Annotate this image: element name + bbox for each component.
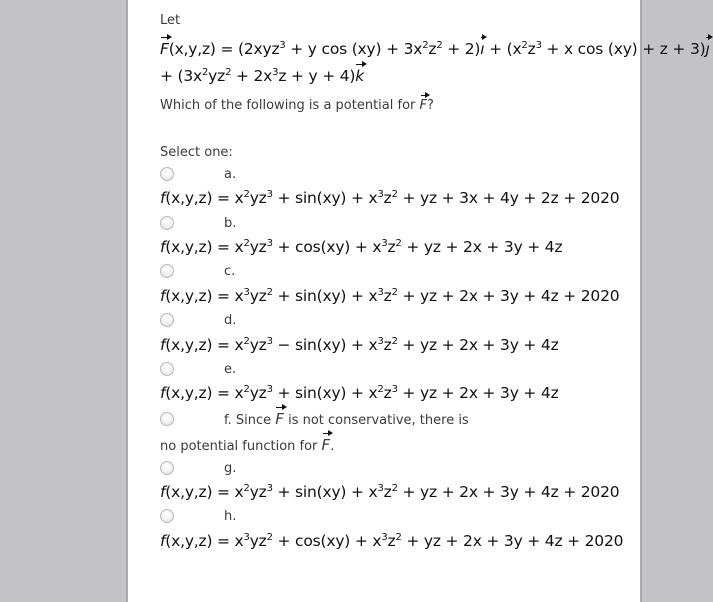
option-c-radio[interactable]: [160, 264, 174, 278]
vector-field-line1: F(x,y,z) = (2xyz$^3$ + y $\cos (xy) + 3x^2z^2$ + 2)ı + ($x^2z^3 + x$ cos (xy) + z + 3)ȷ: [160, 40, 710, 58]
option-e-radio[interactable]: [160, 362, 174, 376]
option-c-letter: c.: [224, 264, 236, 279]
option-b-letter: b.: [224, 216, 237, 231]
vector-field-line2: + $(3x^2yz^2 + 2x^3z + y + 4)k$: [160, 67, 365, 85]
option-a-formula[interactable]: $f(x,y,z) = x^2yz^3 + \sin(xy) + x^3z^2$ + yz + 3x + 4y + 2z + 2020: [160, 189, 620, 207]
option-f-letter: f.: [224, 413, 232, 428]
option-g-radio[interactable]: [160, 461, 174, 475]
intro-text: Let: [160, 13, 181, 28]
option-e-letter: e.: [224, 362, 237, 377]
option-d-formula[interactable]: $f(x,y,z) = x^2yz^3 - \sin(xy) + x^3z^2$ + yz + 2x + 3y + 4z: [160, 336, 559, 354]
option-a-radio[interactable]: [160, 167, 174, 181]
option-f-text-b: is not conservative, there is: [288, 413, 469, 428]
option-d-letter: d.: [224, 313, 237, 328]
option-f-text-a: Since: [235, 413, 272, 428]
option-c-formula[interactable]: $f(x,y,z) = x^3yz^2 + \sin(xy) + x^3z^2$ + yz + 2x + 3y + 4z + 2020: [160, 287, 620, 305]
option-b-radio[interactable]: [160, 216, 174, 230]
option-f-radio[interactable]: [160, 412, 174, 426]
option-h-formula[interactable]: $f(x,y,z) = x^3yz^2 + \cos(xy) + x^3z^2$ + yz + 2x + 3y + 4z + 2020: [160, 532, 624, 550]
viewer-edge-right: [640, 0, 642, 602]
select-one-label: Select one:: [160, 145, 233, 160]
option-h-letter: h.: [224, 509, 237, 524]
option-e-formula[interactable]: $f(x,y,z) = x^2yz^3 + \sin(xy) + x^2z^3$ + yz + 2x + 3y + 4z: [160, 384, 559, 402]
option-g-letter: g.: [224, 461, 237, 476]
option-f-text[interactable]: f. Since F is not conservative, there is: [224, 410, 469, 428]
option-a-letter: a.: [224, 167, 237, 182]
option-g-formula[interactable]: $f(x,y,z) = x^2yz^3 + \sin(xy) + x^3z^2$ + yz + 2x + 3y + 4z + 2020: [160, 483, 620, 501]
question-prompt: Which of the following is a potential for F?: [160, 98, 434, 113]
option-h-radio[interactable]: [160, 509, 174, 523]
option-d-radio[interactable]: [160, 313, 174, 327]
option-b-formula[interactable]: $f(x,y,z) = x^2yz^3 + \cos(xy) + x^3z^2$ + yz + 2x + 3y + 4z: [160, 238, 563, 256]
option-f-text-c: no potential function for: [160, 439, 318, 454]
option-f-continuation: no potential function for F.: [160, 436, 335, 454]
